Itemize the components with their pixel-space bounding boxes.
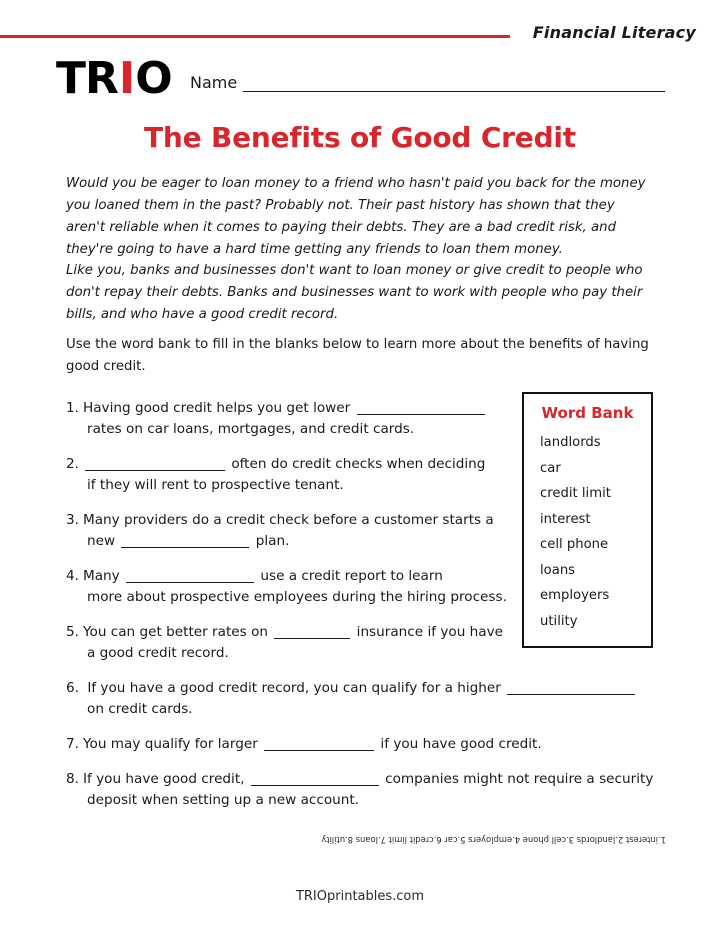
question-item-5	[66, 622, 516, 663]
page-header	[0, 0, 720, 108]
question-text-line2: deposit when setting up a new account.	[87, 792, 360, 808]
question-number: 6.	[66, 680, 79, 696]
question-item-2	[66, 454, 516, 495]
header-red-rule	[0, 35, 510, 38]
question-text-line2	[66, 531, 516, 551]
question-number: 2.	[66, 456, 79, 472]
question-item-8	[66, 769, 666, 810]
trio-logo	[56, 53, 172, 104]
word-bank-item[interactable]: cell phone	[540, 537, 609, 552]
word-bank-item[interactable]: credit limit	[540, 486, 611, 501]
intro-paragraph-2: Like you, banks and businesses don't want to loan money or give credit to people who don't repay their debts. Banks and businesses want to work with people who pay their bills, and who have a good credit record.	[66, 263, 643, 322]
question-number: 5.	[66, 624, 79, 640]
question-text-line2: on credit cards.	[87, 701, 193, 717]
word-bank-title: Word Bank	[541, 404, 634, 422]
page-title: The Benefits of Good Credit	[144, 121, 576, 154]
question-text-line2: if they will rent to prospective tenant.	[87, 477, 344, 493]
answer-blank[interactable]	[85, 470, 225, 471]
word-bank-item[interactable]: interest	[540, 511, 591, 527]
instructions-text: Use the word bank to fill in the blanks below to learn more about the benefits of having good credit.	[66, 337, 649, 374]
name-field-row	[190, 73, 665, 92]
question-text: If you have a good credit record, you can qualify for a higher	[83, 680, 506, 696]
questions-list	[66, 398, 666, 825]
question-text: Many	[83, 568, 125, 584]
question-text: often do credit checks when deciding	[227, 456, 486, 472]
question-text-line2-after: plan.	[251, 533, 290, 549]
question-text-line2: more about prospective employees during the hiring process.	[87, 589, 507, 605]
subject-label: Financial Literacy	[532, 23, 696, 42]
answer-blank[interactable]	[357, 414, 485, 415]
name-label: Name	[190, 73, 238, 92]
word-bank-item[interactable]: employers	[540, 588, 610, 603]
question-text-after: if you have good credit.	[376, 736, 542, 752]
question-number: 8.	[66, 771, 79, 787]
word-bank-item[interactable]: landlords	[540, 435, 601, 450]
question-number: 4.	[66, 568, 79, 584]
question-text: Many providers do a credit check before a customer starts a	[83, 512, 494, 528]
logo-text-o: O	[135, 53, 172, 104]
question-text-line2: rates on car loans, mortgages, and credit cards.	[87, 421, 415, 437]
name-input-line[interactable]	[243, 75, 665, 92]
word-bank-item[interactable]: car	[540, 460, 561, 476]
question-item-7	[66, 734, 666, 754]
word-bank-item[interactable]: utility	[540, 613, 578, 629]
answer-blank[interactable]	[251, 785, 379, 786]
question-text-after: insurance if you have	[352, 624, 503, 640]
answer-blank[interactable]	[264, 750, 374, 751]
intro-paragraph-1: Would you be eager to loan money to a friend who hasn't paid you back for the money you loaned them in the past? Probably not. Their past history has shown that they aren't reliable when it comes to paying their debts. They are a bad credit risk, and they're going to have a hard time getting any friends to loan them money.	[66, 176, 646, 257]
answer-blank[interactable]	[126, 582, 254, 583]
question-text: Having good credit helps you get lower	[83, 400, 355, 416]
question-text-after: companies might not require a security	[380, 771, 654, 787]
answer-blank[interactable]	[274, 638, 350, 639]
question-text: You may qualify for larger	[83, 736, 263, 752]
answer-blank[interactable]	[121, 547, 249, 548]
question-number: 3.	[66, 512, 79, 528]
question-item-4	[66, 566, 516, 607]
question-text: If you have good credit,	[83, 771, 249, 787]
question-item-1	[66, 398, 516, 439]
question-item-3	[66, 510, 516, 551]
question-number: 7.	[66, 736, 79, 752]
logo-text-i-red: I	[118, 53, 135, 104]
question-text-line2-before: new	[87, 533, 120, 549]
answer-key: 1.interest 2.landlords 3.cell phone 4.employers 5.car 6.credit limit 7.loans 8.utility	[321, 835, 666, 845]
footer-website: TRIOprintables.com	[295, 889, 425, 904]
question-text-after: use a credit report to learn	[256, 568, 443, 584]
answer-blank[interactable]	[507, 694, 635, 695]
question-text-line2: a good credit record.	[87, 645, 229, 661]
question-text: You can get better rates on	[83, 624, 273, 640]
word-bank-item[interactable]: loans	[540, 562, 576, 578]
question-item-6	[66, 678, 666, 719]
logo-text-tr: TR	[56, 53, 118, 104]
question-number: 1.	[66, 400, 79, 416]
